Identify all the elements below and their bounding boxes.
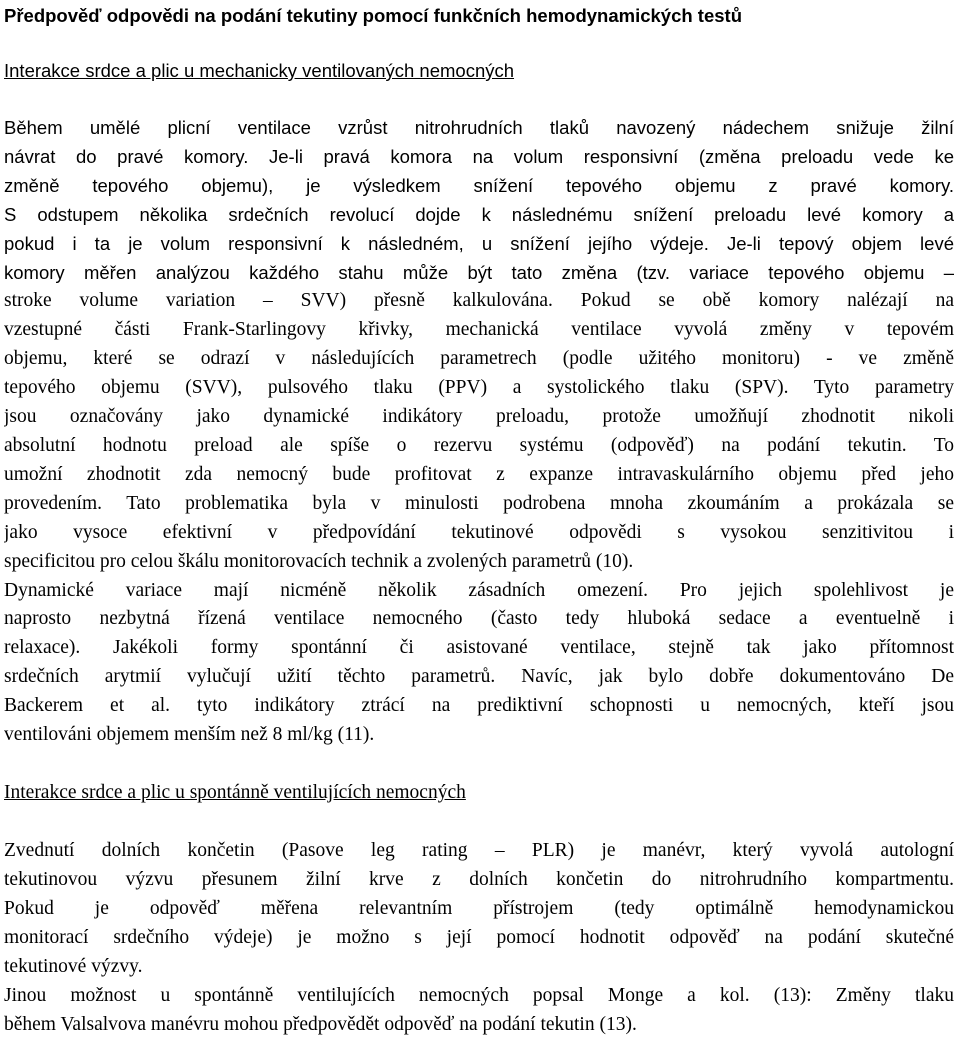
paragraph-line: srdečních arytmií vylučují užití těchto parametrů. Navíc, jak bylo dobře dokumentováno De xyxy=(4,666,954,687)
paragraph-line: Během umělé plicní ventilace vzrůst nitrohrudních tlaků navozený nádechem snižuje žilní xyxy=(4,117,954,138)
paragraph-line: naprosto nezbytná řízená ventilace nemocného (často tedy hluboká sedace a eventuelně i xyxy=(4,608,954,629)
paragraph-line: tekutinovou výzvu přesunem žilní krve z dolních končetin do nitrohrudního kompartmentu. xyxy=(4,869,954,890)
paragraph-line: provedením. Tato problematika byla v minulosti podrobena mnoha zkoumáním a prokázala se xyxy=(4,493,954,514)
section-heading-ventilated: Interakce srdce a plic u mechanicky ventilovaných nemocných xyxy=(4,60,515,81)
paragraph-line: během Valsalvova manévru mohou předpovědět odpověď na podání tekutin (13). xyxy=(4,1014,637,1035)
paragraph-line: absolutní hodnotu preload ale spíše o rezervu systému (odpověď) na podání tekutin. To xyxy=(4,435,954,456)
paragraph-line: umožní zhodnotit zda nemocný bude profitovat z expanze intravaskulárního objemu před jeho xyxy=(4,464,954,485)
paragraph-line: ventilováni objemem menším než 8 ml/kg (11). xyxy=(4,724,375,745)
paragraph-line: relaxace). Jakékoli formy spontánní či asistované ventilace, stejně tak jako přítomnost xyxy=(4,637,954,658)
paragraph-line: vzestupné části Frank-Starlingovy křivky, mechanická ventilace vyvolá změny v tepovém xyxy=(4,319,954,340)
paragraph-line: Backerem et al. tyto indikátory ztrácí na prediktivní schopnosti u nemocných, kteří jsou xyxy=(4,695,954,716)
paragraph-line: tekutinové výzvy. xyxy=(4,956,143,977)
paragraph-line: S odstupem několika srdečních revolucí dojde k následnému snížení preloadu levé komory a xyxy=(4,204,954,225)
paragraph-line: specificitou pro celou škálu monitorovacích technik a zvolených parametrů (10). xyxy=(4,551,634,572)
section-heading-spontaneous: Interakce srdce a plic u spontánně ventilujících nemocných xyxy=(4,782,466,803)
paragraph-line: změně tepového objemu), je výsledkem snížení tepového objemu z pravé komory. xyxy=(4,175,954,196)
paragraph-line: komory měřen analýzou každého stahu může být tato změna (tzv. variace tepového objemu – xyxy=(4,262,954,283)
paragraph-line: jako vysoce efektivní v předpovídání tekutinové odpovědi s vysokou senzitivitou i xyxy=(4,522,954,543)
paragraph-line: tepového objemu (SVV), pulsového tlaku (PPV) a systolického tlaku (SPV). Tyto parametry xyxy=(4,377,954,398)
paragraph-line: návrat do pravé komory. Je-li pravá komora na volum responsivní (změna preloadu vede ke xyxy=(4,146,954,167)
paragraph-line: objemu, které se odrazí v následujících parametrech (podle užitého monitoru) - ve změně xyxy=(4,348,954,369)
paragraph-line: jsou označovány jako dynamické indikátory preloadu, protože umožňují zhodnotit nikoli xyxy=(4,406,954,427)
document-title: Předpověď odpovědi na podání tekutiny pomocí funkčních hemodynamických testů xyxy=(4,5,743,26)
paragraph-line: pokud i ta je volum responsivní k následném, u snížení jejího výdeje. Je-li tepový objem levé xyxy=(4,233,954,254)
paragraph-line: Jinou možnost u spontánně ventilujících nemocných popsal Monge a kol. (13): Změny tlaku xyxy=(4,985,954,1006)
paragraph-line: monitorací srdečního výdeje) je možno s její pomocí hodnotit odpověď na podání skutečné xyxy=(4,927,954,948)
paragraph-line: stroke volume variation – SVV) přesně kalkulována. Pokud se obě komory nalézají na xyxy=(4,290,954,311)
paragraph-line: Zvednutí dolních končetin (Pasove leg rating – PLR) je manévr, který vyvolá autologní xyxy=(4,840,954,861)
paragraph-line: Pokud je odpověď měřena relevantním přístrojem (tedy optimálně hemodynamickou xyxy=(4,898,954,919)
paragraph-line: Dynamické variace mají nicméně několik zásadních omezení. Pro jejich spolehlivost je xyxy=(4,580,954,601)
